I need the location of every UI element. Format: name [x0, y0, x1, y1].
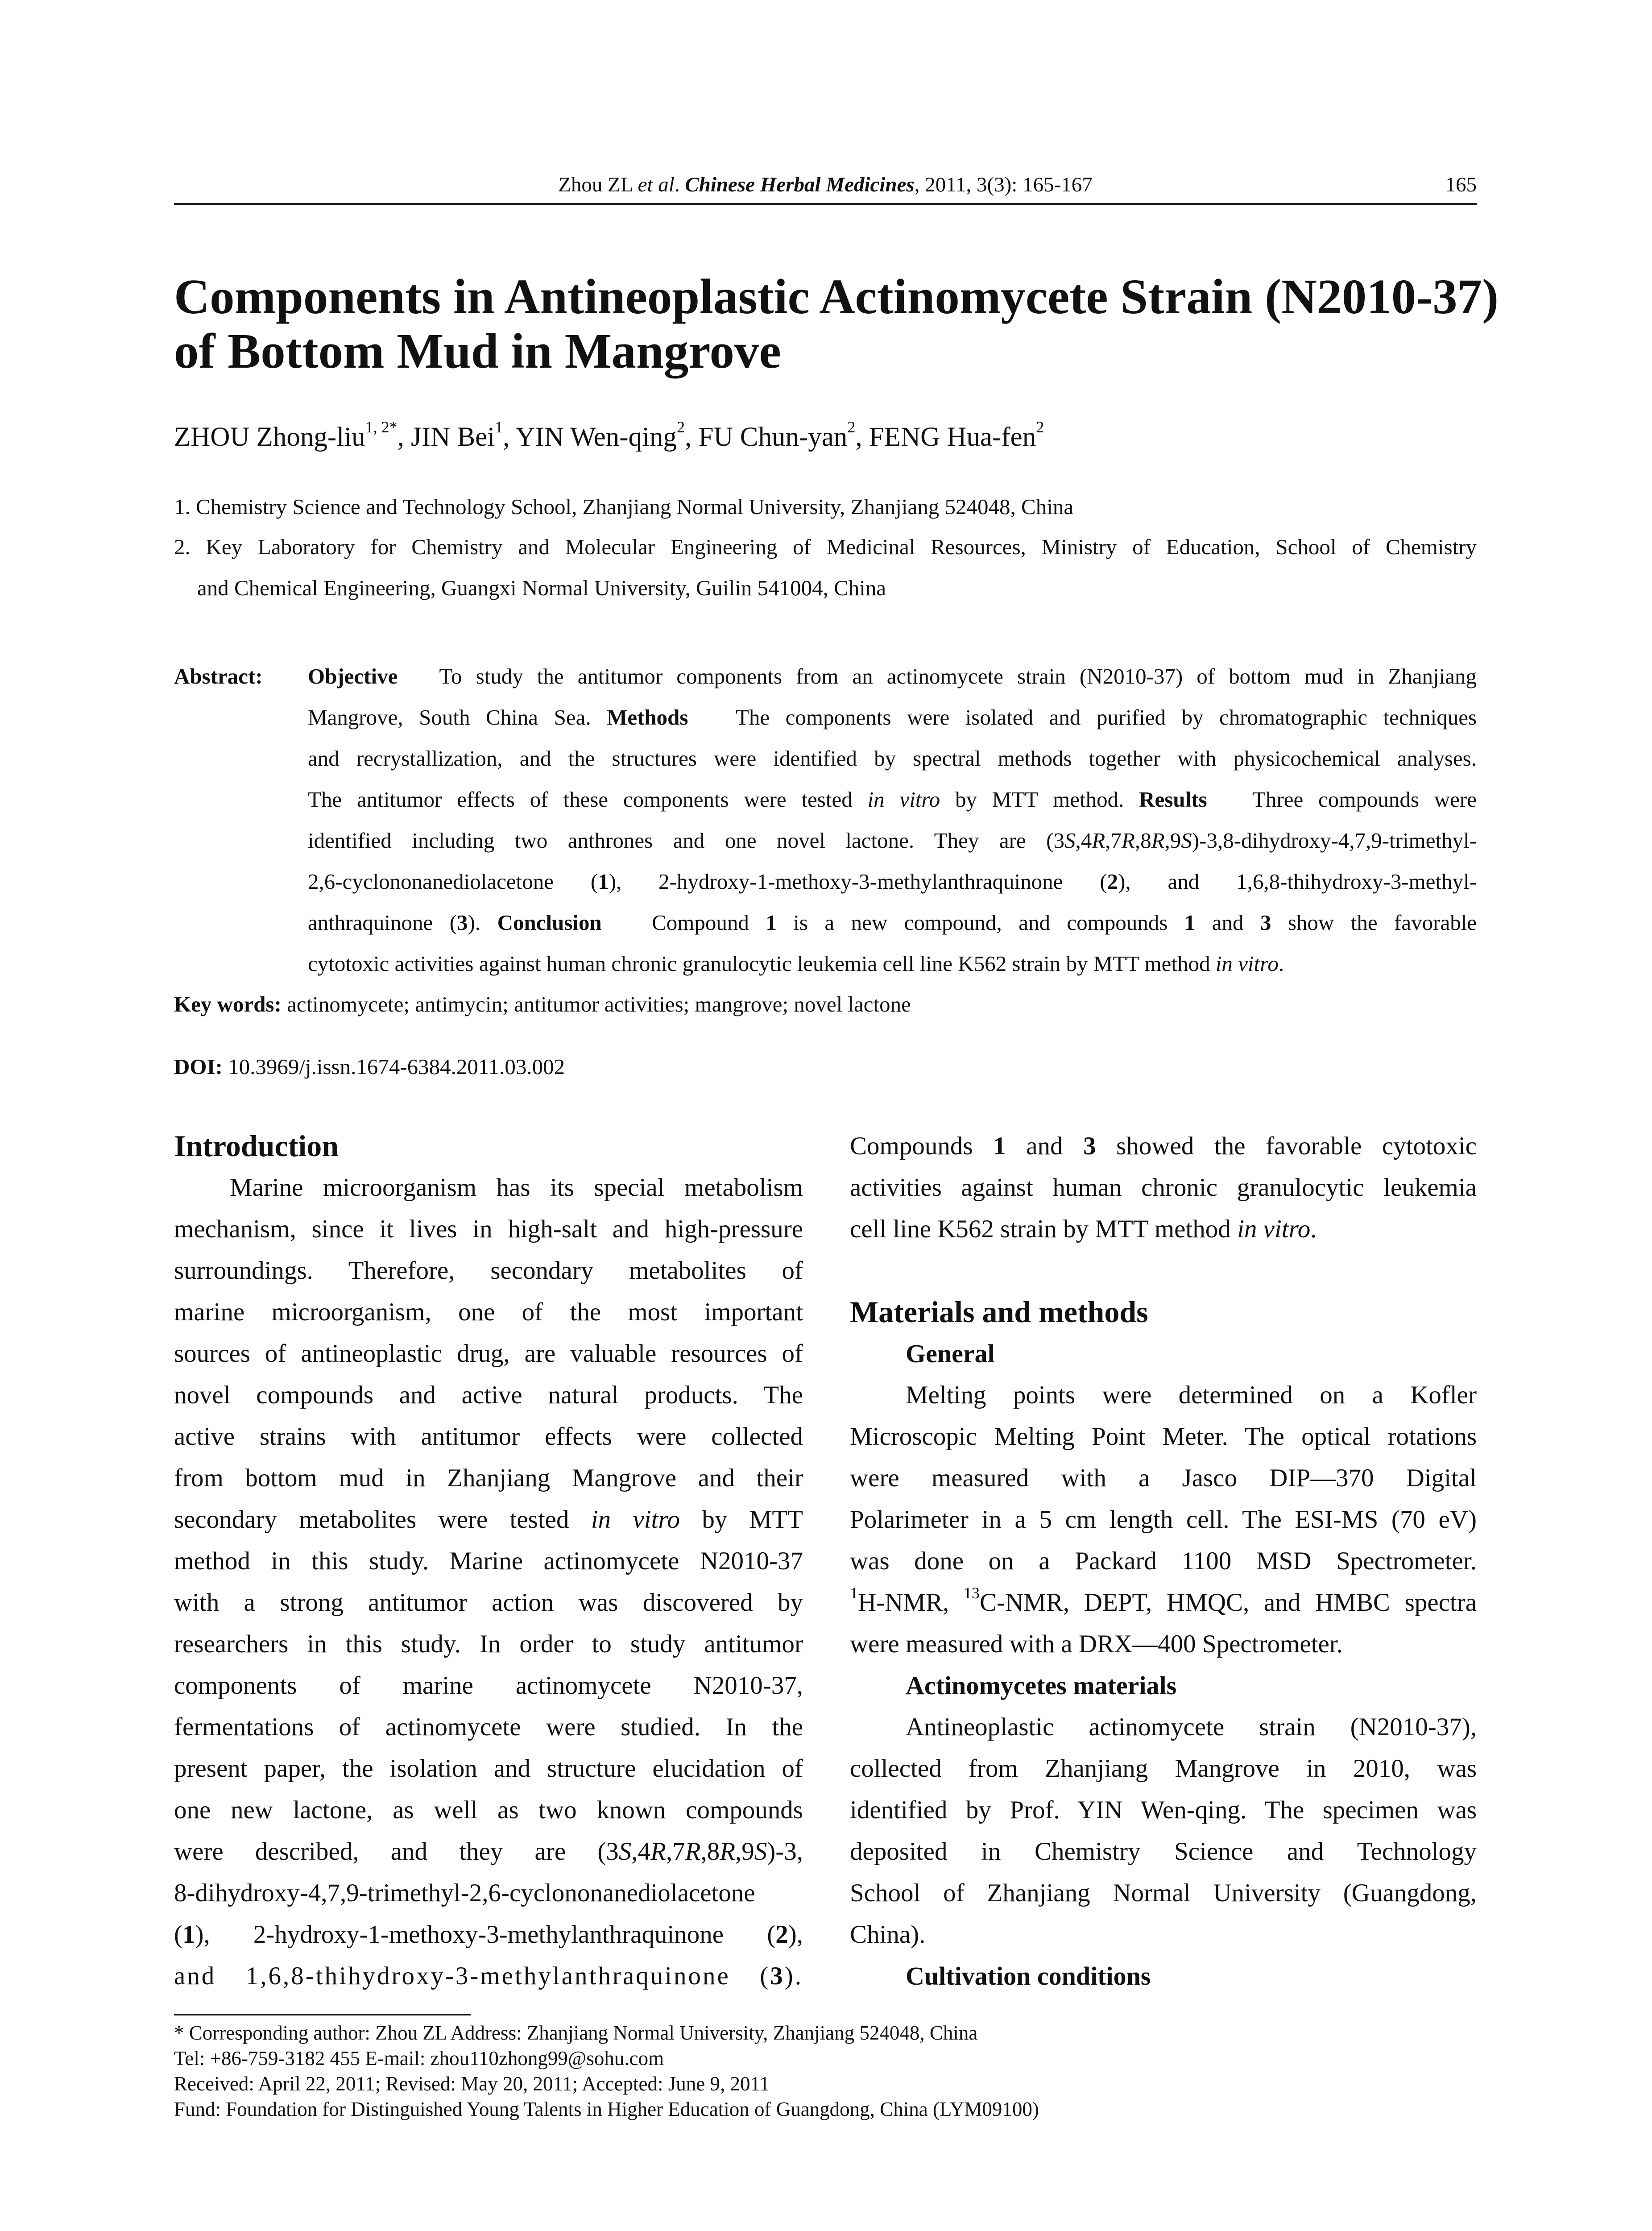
- author: JIN Bei: [411, 422, 495, 452]
- paragraph-line: Antineoplastic actinomycete strain (N2010-37),: [906, 1713, 1477, 1741]
- paragraph-line: novel compounds and active natural products. The: [174, 1381, 803, 1409]
- author-affiliation-mark: 2: [847, 418, 856, 436]
- paper-title: [174, 270, 1499, 379]
- paragraph-line: one new lactone, as well as two known compounds: [174, 1796, 803, 1824]
- paragraph-line: was done on a Packard 1100 MSD Spectrometer.: [850, 1547, 1477, 1575]
- paragraph-line: Polarimeter in a 5 cm length cell. The ESI-MS (70 eV): [850, 1505, 1477, 1534]
- author: YIN Wen-qing: [515, 422, 677, 452]
- paragraph-line: Melting points were determined on a Kofler: [906, 1381, 1477, 1409]
- footnotes: [174, 2020, 1039, 2122]
- results-label: Results: [1139, 787, 1207, 812]
- citation-line: Zhou ZL et al. Chinese Herbal Medicines, 2011, 3(3): 165-167: [558, 173, 1093, 196]
- author-affiliation-mark: 2: [1036, 418, 1044, 436]
- paragraph-line: $^1$H-NMR, $^{13}$C-NMR, DEPT, HMQC, and HMBC spectra: [850, 1584, 1477, 1617]
- paragraph-line: and 1,6,8-thihydroxy-3-methylanthraquinone (3).: [174, 1962, 803, 1990]
- paragraph-line: sources of antineoplastic drug, are valuable resources of: [174, 1339, 803, 1368]
- author-affiliation-mark: 2: [677, 418, 685, 436]
- author: ZHOU Zhong-liu: [174, 422, 365, 452]
- dates-note: Received: April 22, 2011; Revised: May 20, 2011; Accepted: June 9, 2011: [174, 2073, 770, 2095]
- paragraph-line: identified by Prof. YIN Wen-qing. The specimen was: [850, 1796, 1477, 1824]
- fund-note: Fund: Foundation for Distinguished Young Talents in Higher Education of Guangdong, China (LYM09100): [174, 2098, 1039, 2120]
- paragraph-line: marine microorganism, one of the most important: [174, 1298, 803, 1326]
- paragraph-line: from bottom mud in Zhanjiang Mangrove and their: [174, 1464, 803, 1492]
- affiliation-1: 1. Chemistry Science and Technology School, Zhanjiang Normal University, Zhanjiang 524048, China: [174, 494, 1074, 519]
- paragraph-line: present paper, the isolation and structure elucidation of: [174, 1754, 803, 1783]
- keywords: Key words: actinomycete; antimycin; antitumor activities; mangrove; novel lactone: [174, 992, 911, 1016]
- footnote-rule: [174, 2014, 471, 2015]
- doi: [174, 1054, 565, 1079]
- paragraph-line: secondary metabolites were tested in vitro by MTT: [174, 1505, 803, 1534]
- paragraph-line: were described, and they are (3S,4R,7R,8R,9S)-3,: [174, 1837, 803, 1866]
- author-affiliation-mark: 1: [495, 418, 503, 436]
- paragraph-line: Marine microorganism has its special metabolism: [230, 1174, 803, 1202]
- paragraph-line: components of marine actinomycete N2010-37,: [174, 1671, 803, 1700]
- paragraph-line: 8-dihydroxy-4,7,9-trimethyl-2,6-cyclononanediolacetone: [174, 1879, 755, 1907]
- doi-value: 10.3969/j.issn.1674-6384.2011.03.002: [222, 1054, 565, 1079]
- right-column: [850, 1125, 1477, 1997]
- paragraph-line: School of Zhanjiang Normal University (Guangdong,: [850, 1879, 1477, 1907]
- paragraph-line: Microscopic Melting Point Meter. The optical rotations: [850, 1422, 1477, 1451]
- author-affiliation-mark: 1, 2*: [365, 418, 397, 436]
- paragraph-line: fermentations of actinomycete were studied. In the: [174, 1713, 803, 1741]
- left-column: [174, 1125, 803, 1997]
- author-list: ZHOU Zhong-liu$^{1, 2*}$, JIN Bei$^1$, YIN Wen-qing$^2$, FU Chun-yan$^2$, FENG Hua-fen$^2$: [174, 418, 1044, 452]
- paragraph-line: active strains with antitumor effects were collected: [174, 1422, 803, 1451]
- subheading-general: General: [906, 1339, 995, 1368]
- journal-name: Chinese Herbal Medicines: [685, 173, 915, 196]
- section-heading-materials: Materials and methods: [850, 1295, 1148, 1329]
- subheading-actinomycetes-materials: Actinomycetes materials: [906, 1671, 1177, 1700]
- paragraph-line: China).: [850, 1920, 926, 1949]
- paragraph-line: were measured with a Jasco DIP—370 Digital: [850, 1464, 1477, 1492]
- title-line-2: of Bottom Mud in Mangrove: [174, 324, 781, 379]
- abstract-label: Abstract:: [174, 664, 263, 688]
- methods-label: Methods: [607, 705, 688, 730]
- header-rule: [174, 203, 1477, 205]
- author: FU Chun-yan: [698, 422, 848, 452]
- paragraph-line: (1), 2-hydroxy-1-methoxy-3-methylanthraquinone (2),: [174, 1920, 803, 1949]
- conclusion-label: Conclusion: [497, 910, 602, 935]
- affiliation-2: 2. Key Laboratory for Chemistry and Molecular Engineering of Medicinal Resources, Ministry of Education, School of Chemistry and Chemical Engineering, Guangxi Normal University, Guilin 541004, China: [174, 535, 1477, 600]
- paragraph-line: method in this study. Marine actinomycete N2010-37: [174, 1547, 803, 1575]
- abstract-body: Objective To study the antitumor components from an actinomycete strain (N2010-37) of bottom mud in Zhanjiang Mangrove, South China Sea. Methods The components were isolated and purified by chromatographic techniques and recrystallization, and the structures were identified by spectral methods together with physicochemical analyses. The antitumor effects of these components were tested in vitro by MTT method. Results Three compounds were identified including two anthrones and one novel lactone. They are (3S,4R,7R,8R,9S)-3,8-dihydroxy-4,7,9-trimethyl- 2,6-cyclononanediolacetone (1), 2-hydroxy-1-methoxy-3-methylanthraquinone (2), and 1,6,8-thihydroxy-3-methyl- anthraquinone (3). Conclusion Compound 1 is a new compound, and compounds 1 and 3 show the favorable cytotoxic activities against human chronic granulocytic leukemia cell line K562 strain by MTT method in vitro.: [308, 664, 1477, 976]
- paragraph-line: collected from Zhanjiang Mangrove in 2010, was: [850, 1754, 1477, 1783]
- paragraph-line: researchers in this study. In order to study antitumor: [174, 1630, 803, 1658]
- paragraph-line: with a strong antitumor action was discovered by: [174, 1588, 803, 1617]
- title-line-1: Components in Antineoplastic Actinomycete Strain (N2010-37): [174, 270, 1499, 324]
- page-number: 165: [1445, 173, 1477, 196]
- author: FENG Hua-fen: [869, 422, 1036, 452]
- section-heading-introduction: Introduction: [174, 1129, 339, 1163]
- keywords-label: Key words:: [174, 992, 282, 1016]
- paragraph-line: Compounds 1 and 3 showed the favorable cytotoxic: [850, 1132, 1477, 1160]
- paragraph-line: deposited in Chemistry Science and Technology: [850, 1837, 1477, 1866]
- paragraph-line: surroundings. Therefore, secondary metabolites of: [174, 1256, 803, 1285]
- subheading-cultivation-conditions: Cultivation conditions: [906, 1961, 1151, 1990]
- paragraph-line: were measured with a DRX—400 Spectrometer.: [850, 1630, 1343, 1658]
- paragraph-line: activities against human chronic granulocytic leukemia: [850, 1174, 1477, 1202]
- contact-note: Tel: +86-759-3182 455 E-mail: zhou110zhong99@sohu.com: [174, 2047, 664, 2069]
- objective-label: Objective: [308, 664, 398, 688]
- paragraph-line: cell line K562 strain by MTT method in vitro.: [850, 1215, 1317, 1243]
- paragraph-line: mechanism, since it lives in high-salt and high-pressure: [174, 1215, 803, 1243]
- doi-label: DOI:: [174, 1054, 223, 1079]
- corresponding-author-note: * Corresponding author: Zhou ZL Address: Zhanjiang Normal University, Zhanjiang 524048, China: [174, 2022, 978, 2044]
